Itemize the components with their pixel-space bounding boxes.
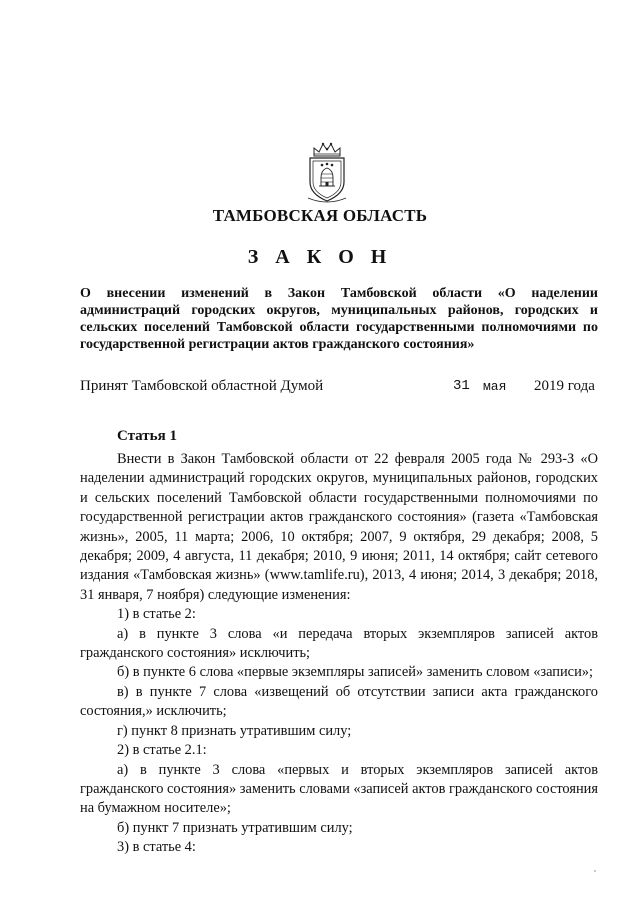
- article-paragraph: в) в пункте 7 слова «извещений об отсутствии записи акта гражданского состояния,» исключить;: [80, 683, 598, 720]
- adoption-day: 31: [453, 378, 470, 394]
- article-paragraph: 1) в статье 2:: [117, 606, 196, 623]
- article-heading: Статья 1: [117, 428, 177, 444]
- document-type: З А К О Н: [247, 246, 393, 268]
- scan-speck: [594, 870, 596, 872]
- article-paragraph: б) пункт 7 признать утратившим силу;: [117, 819, 353, 836]
- adoption-month: мая: [483, 379, 507, 394]
- article-paragraph: а) в пункте 3 слова «и передача вторых экземпляров записей актов гражданского состояния» исключить;: [80, 625, 598, 662]
- law-title-text: О внесении изменений в Закон Тамбовской области «О наделении администраций городских округов, муниципальных районов, городских и сельских поселений Тамбовской области государственными полномочиями по государственной регистрации актов гражданского состояния»: [80, 286, 598, 352]
- region-name: ТАМБОВСКАЯ ОБЛАСТЬ: [212, 206, 428, 225]
- law-title: [80, 285, 598, 353]
- article-paragraph: а) в пункте 3 слова «первых и вторых экземпляров записей актов гражданского состояния» заменить словами «записей актов гражданского состояния на бумажном носителе»;: [80, 761, 598, 817]
- coat-of-arms-icon: [300, 140, 354, 204]
- article-body: [80, 450, 598, 858]
- adoption-text: Принят Тамбовской областной Думой: [80, 378, 324, 394]
- adoption-year: 2019 года: [534, 378, 595, 394]
- article-paragraph: б) в пункте 6 слова «первые экземпляры записей» заменить словом «записи»;: [117, 664, 593, 681]
- article-paragraph: Внести в Закон Тамбовской области от 22 февраля 2005 года № 293-З «О наделении администраций городских округов, муниципальных районов, городских и сельских поселений Тамбовской области государственными полномочиями по государственной регистрации актов гражданского состояния» (газета «Тамбовская жизнь», 2005, 11 марта; 2006, 10 октября; 2007, 9 октября, 29 декабря; 2008, 5 декабря; 2009, 4 августа, 11 декабря; 2010, 9 июня; 2011, 14 октября; сайт сетевого издания «Тамбовская жизнь» (www.tamlife.ru), 2013, 4 июня; 2014, 3 декабря; 2018, 31 января, 7 ноября) следующие изменения:: [80, 451, 598, 603]
- article-paragraph: 2) в статье 2.1:: [117, 742, 207, 759]
- article-paragraph: г) пункт 8 признать утратившим силу;: [117, 722, 352, 739]
- article-paragraph: 3) в статье 4:: [117, 839, 196, 856]
